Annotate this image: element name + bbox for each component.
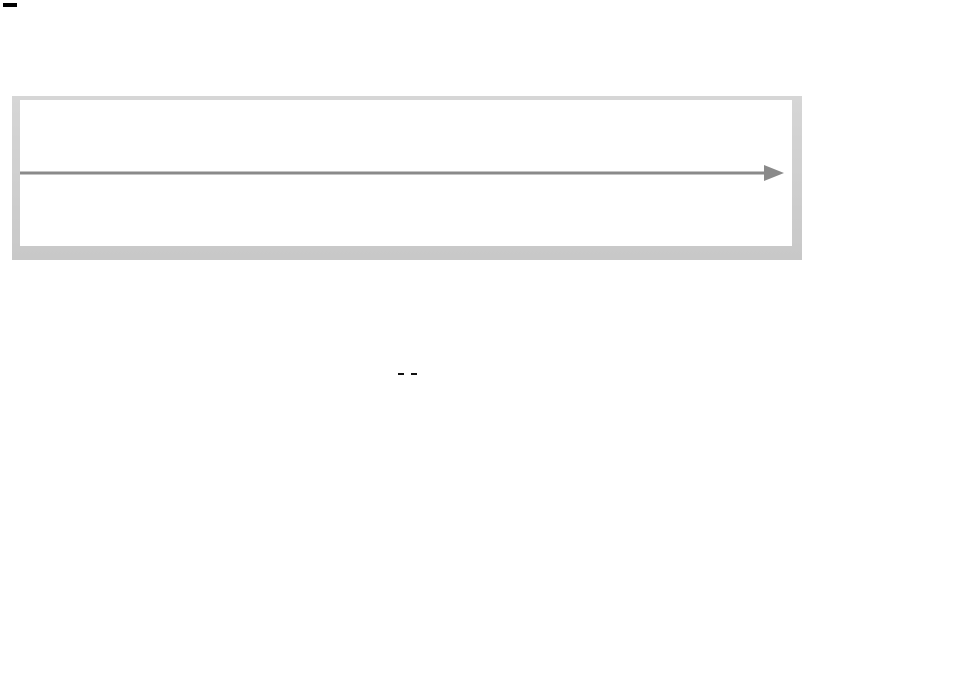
fraction-1 (398, 373, 404, 375)
fraction-2 (411, 373, 417, 375)
number-line-figure (8, 92, 804, 262)
division-formula (398, 356, 417, 388)
problem-number (3, 3, 17, 7)
